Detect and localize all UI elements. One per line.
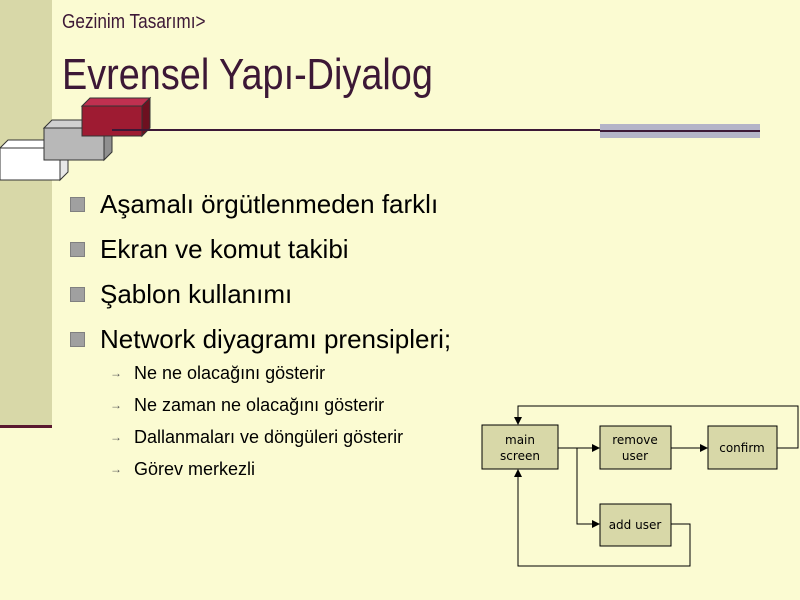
node-main-screen-line1: main (505, 433, 535, 447)
slide-subtitle: Gezinim Tasarımı> (62, 11, 206, 33)
arrow-bullet-icon: → (110, 462, 122, 476)
node-remove-user (600, 426, 671, 469)
bullet-item (70, 182, 451, 227)
arrow-bullet-icon: → (110, 430, 122, 444)
sub-bullet-text: Görev merkezli (134, 458, 256, 479)
bullet-text: Network diyagramı prensipleri; (100, 324, 452, 354)
bullet-item (70, 227, 451, 272)
stacked-boxes-decoration (0, 96, 160, 186)
square-bullet-icon (70, 287, 85, 302)
bullet-list (70, 182, 451, 362)
sub-bullet-text: Ne zaman ne olacağını gösterir (134, 394, 385, 415)
sub-bullet-text: Dallanmaları ve döngüleri gösterir (134, 426, 404, 447)
node-add-user-label: add user (608, 518, 662, 532)
node-main-screen-line2: screen (500, 449, 540, 463)
bullet-text: Şablon kullanımı (100, 279, 293, 309)
node-add-user (600, 504, 671, 546)
square-bullet-icon (70, 242, 85, 257)
title-underline (112, 129, 600, 131)
square-bullet-icon (70, 197, 85, 212)
sub-bullet-item (110, 421, 403, 453)
bullet-text: Ekran ve komut takibi (100, 234, 349, 264)
node-remove-user-line1: remove (612, 433, 658, 447)
node-main-screen (482, 425, 558, 469)
network-diagram (470, 398, 800, 573)
left-band-edge (0, 425, 52, 428)
node-confirm (708, 426, 777, 469)
sub-bullet-item (110, 389, 403, 421)
arrow-bullet-icon: → (110, 398, 122, 412)
node-remove-user-line2: user (621, 449, 649, 463)
arrow-bullet-icon: → (110, 366, 122, 380)
sub-bullet-text: Ne ne olacağını gösterir (134, 362, 326, 383)
bullet-item (70, 317, 451, 362)
bullet-text: Aşamalı örgütlenmeden farklı (100, 189, 439, 219)
edge-branch-to-add-user (577, 448, 599, 524)
bullet-item (70, 272, 451, 317)
node-confirm-label: confirm (719, 441, 765, 455)
left-band (0, 0, 52, 427)
sub-bullet-item (110, 357, 403, 389)
sub-bullet-list (110, 357, 403, 485)
slide-title: Evrensel Yapı-Diyalog (62, 50, 433, 99)
sub-bullet-item (110, 453, 403, 485)
square-bullet-icon (70, 332, 85, 347)
accent-bar-stripe (600, 130, 760, 132)
